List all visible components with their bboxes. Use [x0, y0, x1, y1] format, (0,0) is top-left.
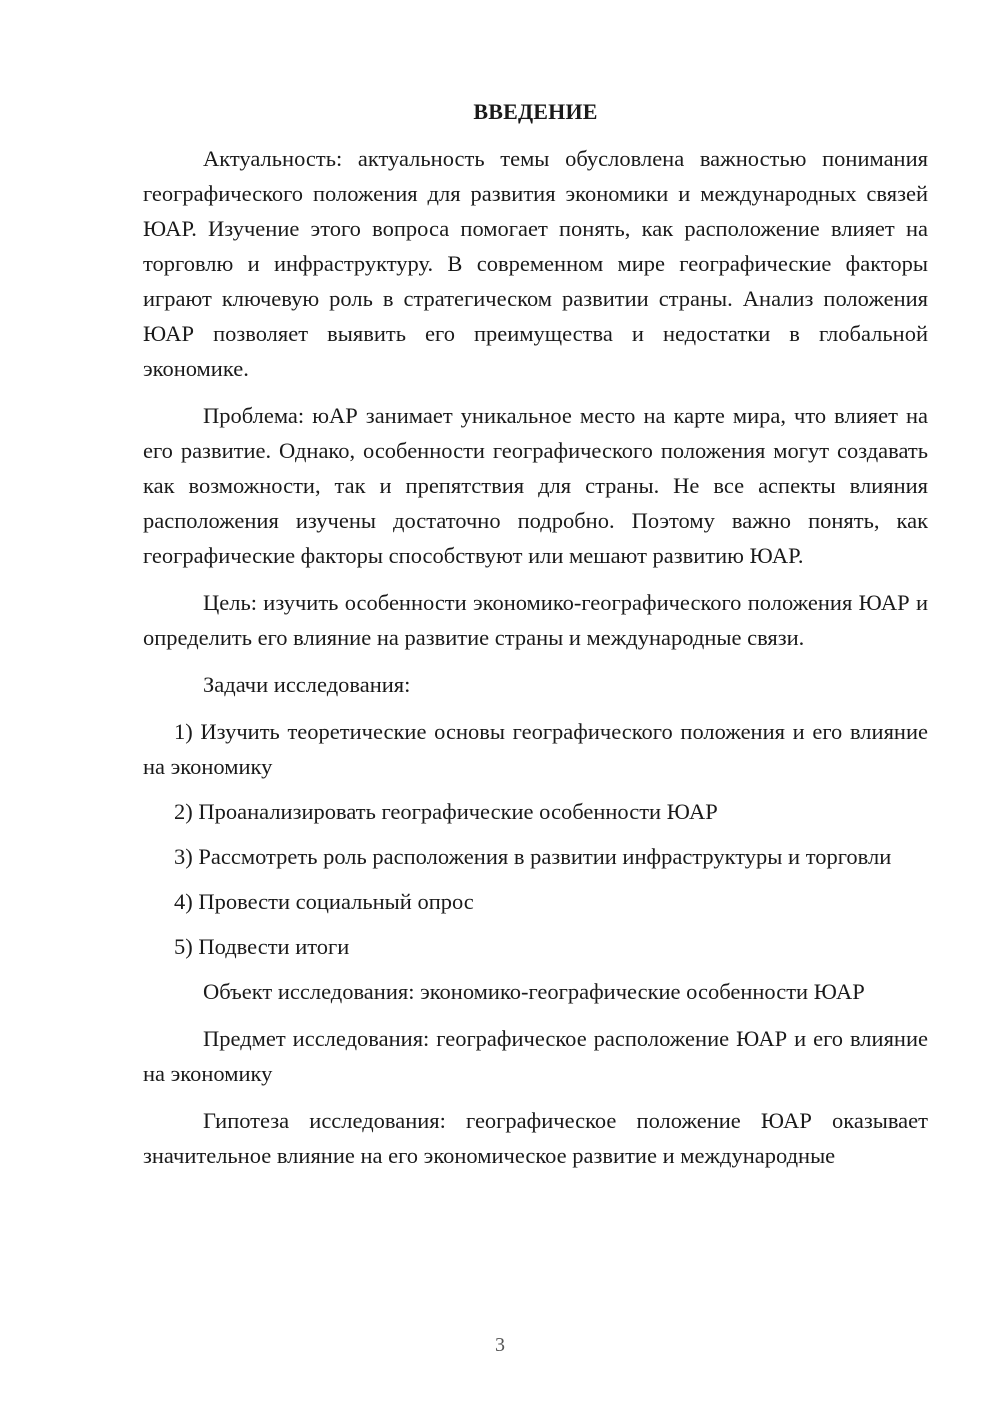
document-page	[143, 94, 928, 1173]
tasks-heading: Задачи исследования:	[203, 672, 411, 697]
object-paragraph: Объект исследования: экономико-географические особенности ЮАР	[203, 979, 865, 1004]
hypothesis-paragraph: Гипотеза исследования: географическое положение ЮАР оказывает значительное влияние на его экономическое развитие и международные	[143, 1108, 928, 1168]
subject-paragraph: Предмет исследования: географическое расположение ЮАР и его влияние на экономику	[143, 1026, 928, 1086]
page-number: 3	[495, 1334, 505, 1356]
section-heading: ВВЕДЕНИЕ	[473, 99, 598, 124]
task-item-1: 1) Изучить теоретические основы географического положения и его влияние на экономику	[143, 719, 928, 779]
task-item-5: 5) Подвести итоги	[174, 934, 350, 959]
goal-paragraph: Цель: изучить особенности экономико-географического положения ЮАР и определить его влияние на развитие страны и международные связи.	[143, 590, 928, 650]
relevance-paragraph: Актуальность: актуальность темы обусловлена важностью понимания географического положения для развития экономики и международных связей ЮАР. Изучение этого вопроса помогает понять, как расположение влияет на торговлю и инфраструктуру. В современном мире географические факторы играют ключевую роль в стратегическом развитии страны. Анализ положения ЮАР позволяет выявить его преимущества и недостатки в глобальной экономике.	[143, 146, 928, 381]
task-item-2: 2) Проанализировать географические особенности ЮАР	[174, 799, 718, 824]
task-item-3: 3) Рассмотреть роль расположения в развитии инфраструктуры и торговли	[174, 844, 892, 869]
problem-paragraph: Проблема: юАР занимает уникальное место на карте мира, что влияет на его развитие. Однако, особенности географического положения могут создавать как возможности, так и препятствия для страны. Не все аспекты влияния расположения изучены достаточно подробно. Поэтому важно понять, как географические факторы способствуют или мешают развитию ЮАР.	[143, 403, 928, 568]
task-item-4: 4) Провести социальный опрос	[174, 889, 474, 914]
